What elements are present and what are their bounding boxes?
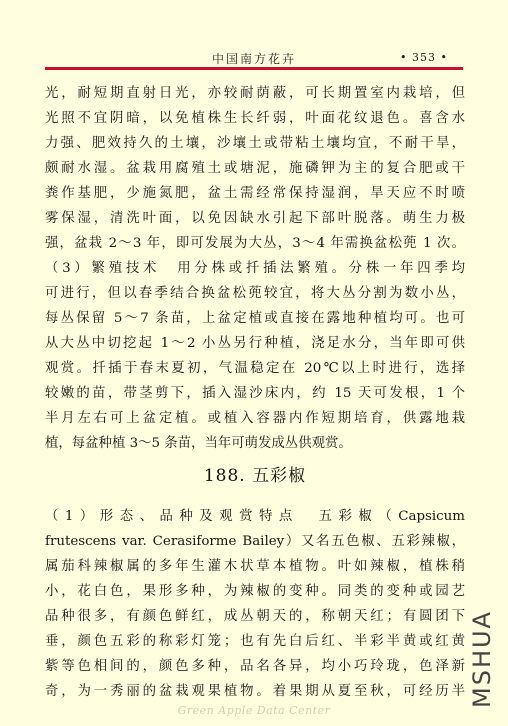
text-line: 光，耐短期直射日光，亦较耐荫蔽，可长期置室内栽培，但 (45, 86, 465, 101)
text-line: frutescens var. Cerasiforme Bailey）又名五色椒、五彩辣椒， (45, 534, 465, 549)
text-line: 观赏。扦插于春末夏初，气温稳定在 20℃以上时进行，选择 (45, 361, 465, 376)
page-number: • 353 • (400, 51, 448, 64)
paragraph-morphology (45, 504, 465, 704)
text-line: 光照不宜阴暗，以免植株生长纤弱，叶面花纹退色。喜含水 (45, 111, 465, 126)
text-line: 强，盆栽 2～3 年，即可发展为大丛，3～4 年需换盆松蔸 1 次。 (45, 236, 465, 251)
side-watermark: MSHUA (468, 610, 496, 708)
bottom-watermark: Green Apple Data Center (177, 704, 331, 717)
paragraph-light-and-soil (45, 81, 465, 256)
text-line: 雾保湿，清洗叶面，以免因缺水引起下部叶脱落。萌生力极 (45, 211, 465, 226)
text-line: 奇，为一秀丽的盆栽观果植物。着果期从夏至秋，可经历半 (45, 684, 465, 699)
text-line: （3）繁殖技术 用分株或扦插法繁殖。分株一年四季均 (45, 261, 465, 276)
text-line: 从大丛中切挖起 1～2 小丛另行种植，浇足水分，当年即可供 (45, 336, 465, 351)
text-line: 较嫩的苗，带茎剪下，插入湿沙床内，约 15 天可发根，1 个 (45, 386, 465, 401)
text-line: 紫等色相间的，颜色多种，品名各异，均小巧玲珑，色泽新 (45, 659, 465, 674)
book-title: 中国南方花卉 (211, 52, 296, 66)
paragraph-propagation (45, 256, 465, 456)
text-line: 品种很多，有颜色鲜红，成丛朝天的，称朝天红；有圆团下 (45, 609, 465, 624)
text-line: 粪作基肥，少施氮肥，盆土需经常保持湿润，旱天应不时喷 (45, 186, 465, 201)
text-line: 每丛保留 5～7 条苗，上盆定植或直接在露地种植均可。也可 (45, 311, 465, 326)
text-line: 小，花白色，果形多种，为辣椒的变种。同类的变种或园艺 (45, 584, 465, 599)
text-line: （1）形态、品种及观赏特点 五彩椒（Capsicum (45, 509, 465, 524)
text-line: 垂，颜色五彩的称彩灯笼；也有先白后红、半彩半黄或红黄 (45, 634, 465, 649)
text-line: 属茄科辣椒属的多年生灌木状草本植物。叶如辣椒，植株稍 (45, 559, 465, 574)
section-heading: 188. 五彩椒 (203, 466, 307, 486)
section-spacer (45, 496, 465, 504)
text-line: 可进行，但以春季结合换盆松蔸较宜，将大丛分割为数小丛， (45, 286, 465, 301)
text-line: 植，每盆种植 3～5 条苗，当年可萌发成丛供观赏。 (45, 436, 352, 451)
page-body (45, 81, 465, 704)
text-line: 力强、肥效持久的土壤，沙壤土或带粘土壤均宜，不耐干旱， (45, 136, 465, 151)
header-divider (45, 67, 463, 70)
text-line: 半月左右可上盆定植。或植入容器内作短期培育，供露地栽 (45, 411, 465, 426)
text-line: 颇耐水湿。盆栽用腐殖土或塘泥，施磷钾为主的复合肥或干 (45, 161, 465, 176)
